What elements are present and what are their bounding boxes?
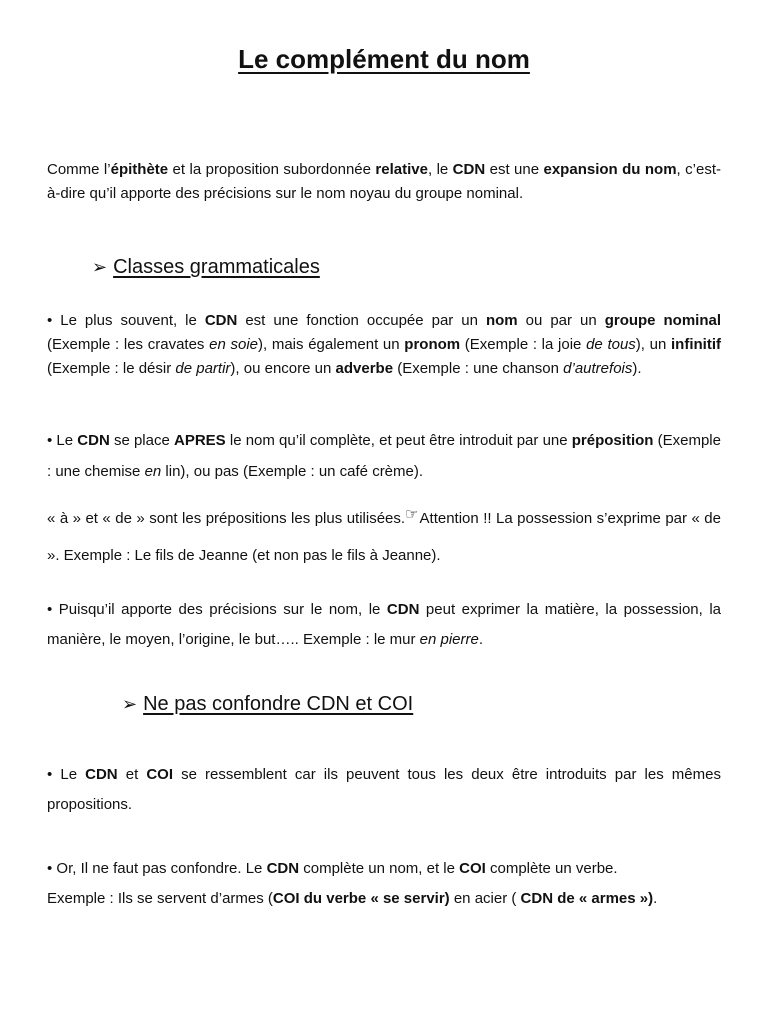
bold-term: CDN de « armes ») [520,890,654,907]
italic-example: en pierre [419,631,479,648]
text: ), un [635,336,672,353]
section-heading-confusion [122,693,413,716]
text: « à » et « de » sont les prépositions les plus utilisées. [47,510,406,527]
classes-paragraph-3 [47,496,721,574]
intro-bold-cdn: CDN [452,161,486,178]
text: ou par un [517,312,605,329]
text: le nom qu’il complète, et peut être introduit par une [225,432,572,449]
text: (Exemple : la joie [460,336,587,353]
italic-example: de partir [175,360,231,377]
bold-term: adverbe [335,360,394,377]
bold-term: nom [485,312,518,329]
text: • Le [47,766,86,783]
bold-term: CDN [266,860,300,877]
text: ), ou encore un [230,360,336,377]
section-heading-classes-text: Classes grammaticales [113,256,320,278]
text: complète un nom, et le [299,860,460,877]
intro-text-2: et la proposition subordonnée [168,161,376,178]
pointing-hand-icon: ☞ [405,506,419,523]
text: lin), ou pas (Exemple : un café crème). [161,463,424,480]
classes-paragraph-2 [47,425,721,487]
text: • Le plus souvent, le [47,312,205,329]
italic-example: en soie [209,336,258,353]
text: complète un verbe. [485,860,618,877]
arrow-bullet-icon: ➢ [92,257,108,277]
text: . [478,631,484,648]
bold-term: infinitif [671,336,721,353]
section-heading-classes [92,256,320,279]
bold-term: COI [459,860,486,877]
bold-term: COI [146,766,174,783]
text: • Puisqu’il apporte des précisions sur le nom, le [47,601,387,618]
intro-text-3: , le [427,161,453,178]
text: ). [632,360,642,377]
text: (Exemple : une chemise [47,432,721,480]
bold-term: CDN [85,766,118,783]
bold-term: CDN [386,601,420,618]
intro-bold-relative: relative [375,161,428,178]
bold-term: CDN [204,312,238,329]
text: (Exemple : une chanson [393,360,564,377]
classes-paragraph-1 [47,309,721,381]
text: • Le [47,432,78,449]
bold-term: pronom [404,336,461,353]
confusion-paragraph-2 [47,854,721,914]
intro-text-1: Comme l’ [47,161,111,178]
intro-bold-expansion: expansion du nom [543,161,677,178]
italic-example: de tous [586,336,636,353]
text: (Exemple : les cravates [47,336,210,353]
text: Exemple : Ils se servent d’armes ( [47,890,273,907]
bold-term: COI du verbe « se servir) [272,890,450,907]
text: peut exprimer la matière, la possession, la manière, le moyen, l’origine, le but….. Exemple : le mur [47,601,721,648]
intro-bold-epithete: épithète [110,161,169,178]
text: ), mais également un [258,336,405,353]
confusion-paragraph-1 [47,760,721,820]
italic-example: en [144,463,162,480]
text: en acier ( [449,890,521,907]
text: et [117,766,147,783]
text: (Exemple : le désir [47,360,176,377]
text: • Or, Il ne faut pas confondre. Le [47,860,267,877]
classes-paragraph-4 [47,595,721,655]
intro-paragraph [47,158,721,206]
page-title: Le complément du nom [238,44,530,74]
text: Attention !! La possession s’exprime par « de ». Exemple : Le fils de Jeanne (et non pas le fils à Jeanne). [47,510,721,564]
arrow-bullet-icon: ➢ [122,694,138,714]
intro-text-5: , c’est-à-dire qu’il apporte des précisions sur le nom noyau du groupe nominal. [47,161,721,202]
bold-term: APRES [174,432,226,449]
italic-example: d’autrefois [563,360,633,377]
text: se ressemblent car ils peuvent tous les deux être introduits par les mêmes propositions. [47,766,721,813]
bold-term: groupe nominal [604,312,722,329]
text: . [653,890,658,907]
section-heading-confusion-text: Ne pas confondre CDN et COI [143,693,414,715]
text: est une fonction occupée par un [237,312,486,329]
intro-text-4: est une [485,161,544,178]
text: se place [109,432,174,449]
bold-term: CDN [77,432,110,449]
bold-term: préposition [571,432,654,449]
